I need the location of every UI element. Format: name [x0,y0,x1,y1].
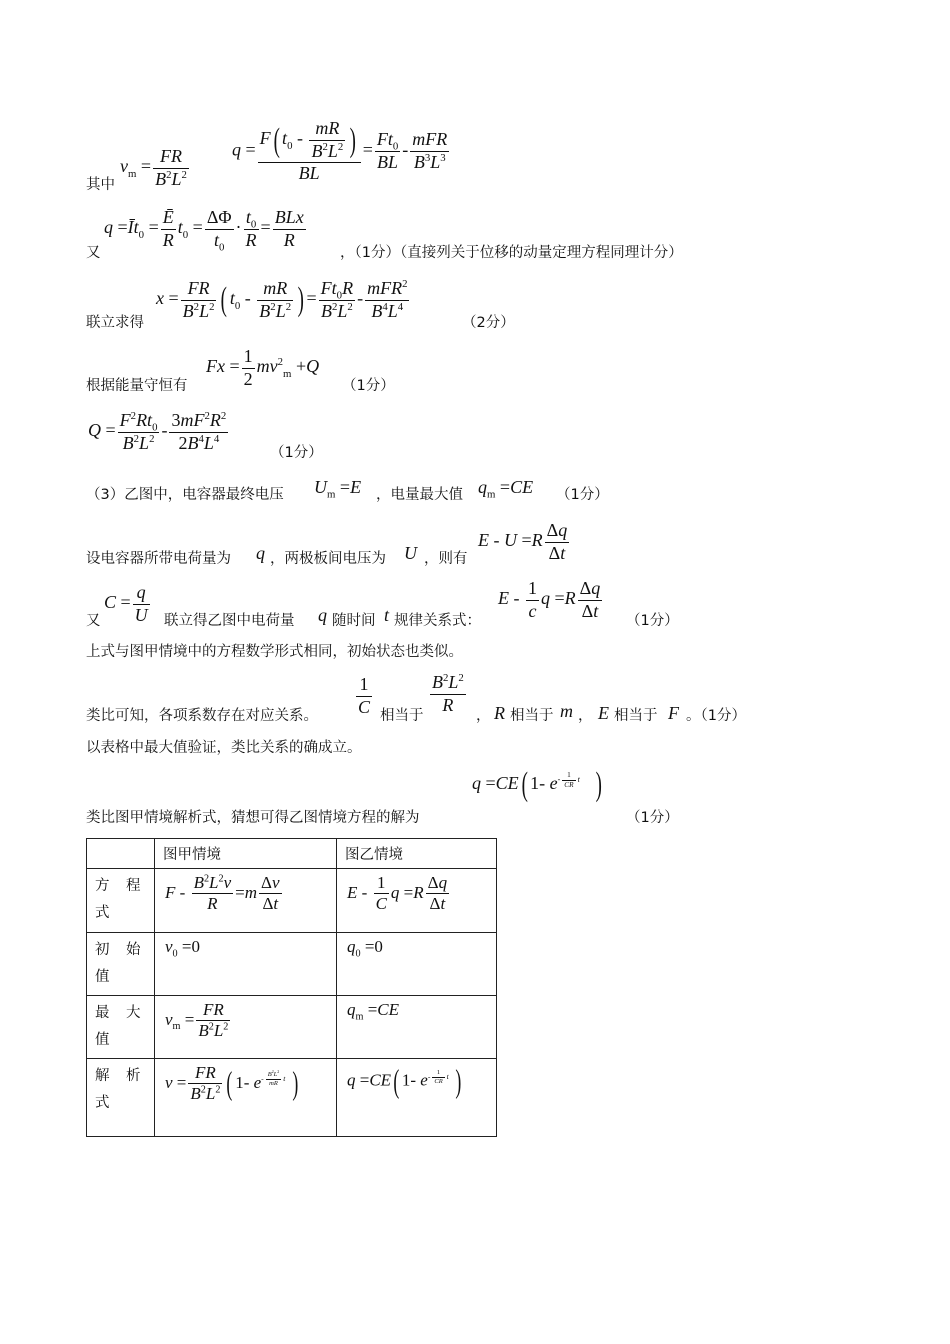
text-guess-solution: 类比图甲情境解析式，猜想可得乙图情境方程的解为 [86,810,420,826]
cell-max-a: $v_m$ = $\frac{FR}{B^2L^2}$ [155,996,337,1059]
var-m: m [560,701,573,721]
table-row-equation [87,869,497,933]
var-U: U [404,543,417,563]
equation-E-q: E - $\frac{1}{c}$ q =R $\frac{\Delta q}{\Delta t}$ [498,578,601,621]
equation-x: x = $\frac{FR}{B^2L^2}$ ( $t_0$ - $\frac{mR}{B^2L^2}$ ) = $\frac{Ft_0R}{B^2L^2}$ - $\frac{mFR^2}{B^4L^4}$ [156,278,408,321]
equation-energy: Fx = $\frac{1}{2}$ $mv^2_m +Q$ [206,346,320,389]
equation-qm: $q_m =CE$ [478,477,534,501]
equation-q-solution: q =CE( 1- $e^{- \frac{1}{CR} t}$ ) [472,766,603,803]
text-part3: （3）乙图中，电容器最终电压 [86,487,284,503]
row-label-initial: 初 始值 [87,933,155,996]
equation-C: C = $\frac{q}{U}$ [104,582,148,625]
text-comma-1: ， [476,708,491,724]
fraction-1-over-C: $\frac{1}{C}$ [358,674,371,717]
score-1d: （1分） [626,613,679,629]
table-row-max [87,996,497,1059]
text-equiv-2: 相当于 [510,708,554,724]
text-law: 规律关系式： [394,613,481,629]
equation-Um: $U_m =E$ [314,477,362,501]
table-header-row [87,839,497,869]
text-energy-conservation: 根据能量守恒有 [86,378,188,394]
var-E: E [598,703,609,723]
text-max-charge: ，电量最大值 [376,487,463,503]
score-1f: （1分） [626,810,679,826]
text-equiv-1: 相当于 [380,708,424,724]
var-q: q [256,543,265,563]
text-combine: 联立得乙图中电荷量 [164,613,295,629]
equation-Q-heat: Q = $\frac{F^2Rt_0}{B^2L^2}$ - $\frac{3mF^2R^2}{2B^4L^4}$ [88,410,227,453]
equation-vm: $v_m$ = $\frac{FR}{B^2L^2}$ [120,146,187,189]
text-you-2: 又 [86,613,101,629]
score-2: （2分） [462,315,515,331]
table-corner [87,839,155,869]
score-1e: 。（1分） [686,708,746,724]
var-t: t [384,605,390,625]
score-1c: （1分） [556,487,609,503]
text-same-form: 上式与图甲情境中的方程数学形式相同，初始状态也类似。 [86,644,463,660]
equation-q-charge: q = F( $t_0$ - $\frac{mR}{B^2L^2}$ ) BL = $\frac{Ft_0}{BL}$ - $\frac{\text{mFR}}{B^3L^3}$ [232,118,448,184]
cell-equation-a: F - $\frac{B^2L^2v}{R}$ =m $\frac{\Delta v}{\Delta t}$ [155,869,337,933]
table-header-a: 图甲情境 [155,839,337,869]
text-zeyou: ，则有 [424,551,468,567]
table-row-solution [87,1059,497,1137]
row-label-equation: 方 程式 [87,869,155,933]
var-q2: q [318,605,327,625]
row-label-solution: 解 析式 [87,1059,155,1137]
table-header-b: 图乙情境 [337,839,497,869]
text-verify: 以表格中最大值验证，类比关系的确成立。 [86,740,362,756]
fraction-B2L2-over-R: $\frac{B^2L^2}{R}$ [432,672,464,715]
cell-initial-b: $q_0 =0$ [337,933,497,996]
score-1b: （1分） [270,445,323,461]
note-momentum-theorem: ，（1分）（直接列关于位移的动量定理方程同理计分） [340,245,683,261]
comparison-table [86,838,497,1137]
text-prefix-qizhong: 其中 [86,177,115,193]
text-analogy: 类比可知，各项系数存在对应关系。 [86,708,318,724]
cell-solution-a: v = $\frac{FR}{B^2L^2}$ ( 1- $e^{- \frac{B^2L^2}{mR} t}$ ) [155,1059,337,1137]
text-voltage-U: ，两极板间电压为 [270,551,386,567]
text-prefix-you: 又 [86,245,101,261]
text-prefix-lianli: 联立求得 [86,315,144,331]
row-label-max: 最 大值 [87,996,155,1059]
cell-equation-b: E - $\frac{1}{C}$ q =R $\frac{\Delta q}{\Delta t}$ [337,869,497,933]
score-1a: （1分） [342,378,395,394]
table-row-initial [87,933,497,996]
var-R: R [494,703,505,723]
text-time: 随时间 [332,613,376,629]
text-equiv-3: 相当于 [614,708,658,724]
cell-max-b: $q_m =CE$ [337,996,497,1059]
cell-initial-a: $v_0 =0$ [155,933,337,996]
text-comma-2: ， [578,708,593,724]
equation-q-it: $q =Īt_0$ = $\frac{Ē}{R}$ $t_0$ = $\frac{\Delta\Phi}{t_0}$ · $\frac{t_0}{R}$ = $\frac{\text{BLx}}{R}$ [104,207,304,254]
var-F: F [668,703,679,723]
cell-solution-b: q =CE( 1- $e^{- \frac{1}{CR} t}$ ) [337,1059,497,1137]
text-charge-q: 设电容器所带电荷量为 [86,551,231,567]
equation-E-U: E - U =R $\frac{\Delta q}{\Delta t}$ [478,520,568,563]
